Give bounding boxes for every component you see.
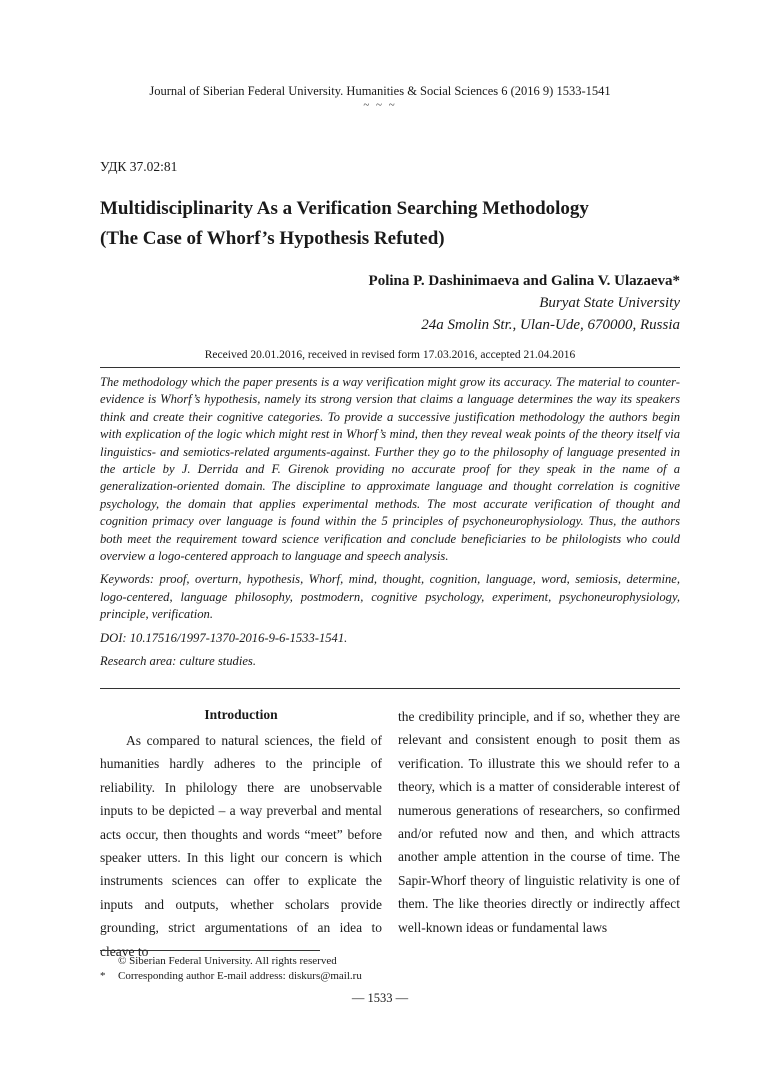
- body-column-right: [398, 705, 680, 939]
- abstract-bottom-rule: [100, 688, 680, 689]
- abstract-top-rule: [100, 367, 680, 368]
- footnote-corresponding: * Corresponding author E-mail address: diskurs@mail.ru: [100, 970, 362, 982]
- author-block: [369, 270, 680, 336]
- body-paragraph-left: As compared to natural sciences, the field of humanities hardly adheres to the principle of reliability. In philology there are unobservable inputs to be depicted – a way preverbal and mental acts occur, then thoughts and words “meet” before speaker utters. In this light our concern is which instruments sciences can offer to explicate the inputs and outputs, whether scholars provide grounding, strict argumentations of an idea to cleave to: [100, 733, 382, 959]
- title-line-2: (The Case of Whorf’s Hypothesis Refuted): [100, 228, 445, 249]
- footnote-rule: [100, 950, 320, 951]
- author-affiliation: Buryat State University: [539, 295, 680, 311]
- body-paragraph-right: the credibility principle, and if so, whether they are relevant and consistent enough to posit them as verification. To illustrate this we should refer to a theory, which is a matter of considerable interest of numerous generations of researchers, so confirmed and/or refuted now and then, and which attracts another ample attention in the course of time. The Sapir-Whorf theory of linguistic relativity is one of them. The like theories directly or indirectly affect well-known ideas or fundamental laws: [398, 709, 680, 935]
- udk-code: УДК 37.02:81: [100, 159, 178, 174]
- keywords: Keywords: proof, overturn, hypothesis, Whorf, mind, thought, cognition, language, word, semiosis, determine, logo-centered, language philosophy, postmodern, cognitive psychology, experiment, psychoneurophysiology, principle, verification.: [100, 572, 680, 622]
- footnote-copyright: © Siberian Federal University. All rights reserved: [118, 955, 337, 967]
- journal-header: Journal of Siberian Federal University. Humanities & Social Sciences 6 (2016 9) 1533-1541: [149, 84, 611, 98]
- author-names: Polina P. Dashinimaeva and Galina V. Ulazaeva*: [368, 273, 680, 289]
- page-number: — 1533 —: [351, 991, 409, 1005]
- received-dates: Received 20.01.2016, received in revised form 17.03.2016, accepted 21.04.2016: [204, 349, 576, 361]
- abstract-block: [100, 374, 680, 677]
- author-address: 24a Smolin Str., Ulan-Ude, 670000, Russia: [421, 317, 680, 333]
- abstract-text: The methodology which the paper presents is a way verification might grow its accuracy. The material to counter-evidence is Whorf’s hypothesis, namely its strong version that claims a language determines the way its speakers think and create their cognitive categories. To provide a successive justification methodology the authors begin with explication of the logic which might rest in Whorf’s mind, then they reveal weak points of the theory itself via linguistics- and semiotics-related arguments-against. Further they go to the philosophy of language presented in the article by J. Derrida and F. Girenok providing no accurate proof for they speak in the name of a generalization-oriented domain. The discipline to approximate language and thought correlation is cognitive psychology, the domain that applies experimental methods. The most accurate verification of thought and cognition primacy over language is found within the 5 principles of psychoneurophysiology. Thus, the authors both meet the requirement toward science verification and conclude beneficiaries to be philologists who could overview a logo-centered approach to language and speech analysis.: [100, 375, 680, 564]
- title-line-1: Multidisciplinarity As a Verification Searching Methodology: [100, 198, 589, 219]
- section-heading: Introduction: [204, 707, 278, 722]
- research-area: Research area: culture studies.: [100, 654, 256, 669]
- footnotes: [100, 954, 362, 984]
- doi: DOI: 10.17516/1997-1370-2016-9-6-1533-1541.: [100, 630, 348, 645]
- body-column-left: [100, 705, 382, 963]
- paper-title: [100, 194, 680, 254]
- header-ornament: ~ ~ ~: [363, 99, 397, 111]
